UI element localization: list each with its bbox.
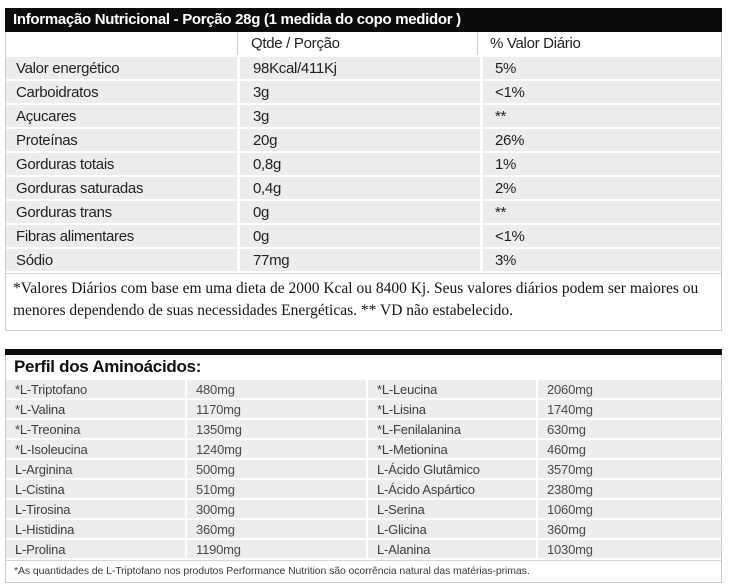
amino-value-2: 1060mg <box>538 500 721 518</box>
amino-value-1: 1190mg <box>187 540 366 558</box>
amino-row <box>6 500 721 518</box>
amino-value-1: 1170mg <box>187 400 366 418</box>
nutrient-dv: ** <box>483 201 721 223</box>
nutrition-row <box>6 249 721 271</box>
nutrient-qty: 0,8g <box>240 153 480 175</box>
amino-value-1: 360mg <box>187 520 366 538</box>
amino-value-2: 2380mg <box>538 480 721 498</box>
nutrient-qty: 20g <box>240 129 480 151</box>
nutrient-name: Gorduras trans <box>6 201 237 223</box>
nutrition-title: Informação Nutricional - Porção 28g (1 medida do copo medidor ) <box>13 10 461 28</box>
nutrient-name: Gorduras totais <box>6 153 237 175</box>
amino-name-2: L-Glicina <box>368 520 536 538</box>
nutrient-dv: 26% <box>483 129 721 151</box>
nutrient-qty: 0g <box>240 201 480 223</box>
column-header-qty: Qtde / Porção <box>237 32 477 55</box>
nutrition-row <box>6 81 721 103</box>
amino-table <box>5 355 722 583</box>
amino-name-1: L-Cistina <box>6 480 185 498</box>
amino-value-2: 460mg <box>538 440 721 458</box>
nutrient-name: Carboidratos <box>6 81 237 103</box>
nutrient-name: Gorduras saturadas <box>6 177 237 199</box>
nutrient-dv: 1% <box>483 153 721 175</box>
amino-value-2: 630mg <box>538 420 721 438</box>
nutrient-qty: 3g <box>240 81 480 103</box>
amino-profile <box>5 349 722 583</box>
amino-name-2: *L-Leucina <box>368 380 536 398</box>
nutrient-name: Fibras alimentares <box>6 225 237 247</box>
amino-name-2: L-Alanina <box>368 540 536 558</box>
amino-name-1: *L-Valina <box>6 400 185 418</box>
amino-title: Perfil dos Aminoácidos: <box>6 355 721 378</box>
nutrient-dv: 5% <box>483 57 721 79</box>
amino-value-1: 500mg <box>187 460 366 478</box>
amino-name-2: *L-Fenilalanina <box>368 420 536 438</box>
amino-name-2: L-Ácido Aspártico <box>368 480 536 498</box>
nutrient-qty: 0,4g <box>240 177 480 199</box>
nutrition-label <box>5 8 722 583</box>
nutrient-dv: <1% <box>483 81 721 103</box>
nutrient-name: Açucares <box>6 105 237 127</box>
nutrient-name: Sódio <box>6 249 237 271</box>
amino-footnote: *As quantidades de L-Triptofano nos produtos Performance Nutrition são ocorrência natural das matérias-primas. <box>6 560 721 582</box>
amino-name-2: *L-Lisina <box>368 400 536 418</box>
nutrition-row <box>6 105 721 127</box>
nutrient-qty: 0g <box>240 225 480 247</box>
nutrition-row <box>6 201 721 223</box>
amino-row <box>6 380 721 398</box>
amino-value-1: 1240mg <box>187 440 366 458</box>
amino-value-1: 1350mg <box>187 420 366 438</box>
amino-value-1: 510mg <box>187 480 366 498</box>
amino-value-2: 1740mg <box>538 400 721 418</box>
nutrient-dv: <1% <box>483 225 721 247</box>
amino-name-1: *L-Treonina <box>6 420 185 438</box>
amino-name-2: L-Serina <box>368 500 536 518</box>
amino-value-2: 2060mg <box>538 380 721 398</box>
amino-row <box>6 480 721 498</box>
amino-value-2: 1030mg <box>538 540 721 558</box>
nutrition-row <box>6 57 721 79</box>
column-header-dv: % Valor Diário <box>477 32 721 55</box>
amino-row <box>6 400 721 418</box>
amino-name-1: *L-Isoleucina <box>6 440 185 458</box>
nutrient-dv: 3% <box>483 249 721 271</box>
nutrition-header-row <box>6 32 721 55</box>
nutrient-qty: 98Kcal/411Kj <box>240 57 480 79</box>
amino-name-1: L-Tirosina <box>6 500 185 518</box>
amino-name-1: *L-Triptofano <box>6 380 185 398</box>
nutrient-name: Valor energético <box>6 57 237 79</box>
nutrient-dv: ** <box>483 105 721 127</box>
amino-value-2: 3570mg <box>538 460 721 478</box>
nutrient-qty: 3g <box>240 105 480 127</box>
nutrition-row <box>6 225 721 247</box>
amino-name-2: L-Ácido Glutâmico <box>368 460 536 478</box>
nutrition-row <box>6 177 721 199</box>
amino-name-1: L-Prolina <box>6 540 185 558</box>
nutrient-dv: 2% <box>483 177 721 199</box>
amino-value-2: 360mg <box>538 520 721 538</box>
amino-value-1: 300mg <box>187 500 366 518</box>
nutrition-table <box>5 32 722 331</box>
amino-row <box>6 420 721 438</box>
nutrition-row <box>6 153 721 175</box>
nutrient-qty: 77mg <box>240 249 480 271</box>
amino-name-2: *L-Metionina <box>368 440 536 458</box>
amino-row <box>6 460 721 478</box>
amino-name-1: L-Arginina <box>6 460 185 478</box>
nutrition-footnote: *Valores Diários com base em uma dieta de 2000 Kcal ou 8400 Kj. Seus valores diários podem ser maiores ou menores dependendo de suas necessidades Energéticas. ** VD não estabelecido. <box>6 273 721 330</box>
amino-value-1: 480mg <box>187 380 366 398</box>
nutrition-title-bar <box>5 8 722 32</box>
nutrient-name: Proteínas <box>6 129 237 151</box>
nutrition-row <box>6 129 721 151</box>
amino-row <box>6 440 721 458</box>
amino-row <box>6 520 721 538</box>
amino-row <box>6 540 721 558</box>
amino-name-1: L-Histidina <box>6 520 185 538</box>
nutrition-header-blank <box>6 32 237 55</box>
